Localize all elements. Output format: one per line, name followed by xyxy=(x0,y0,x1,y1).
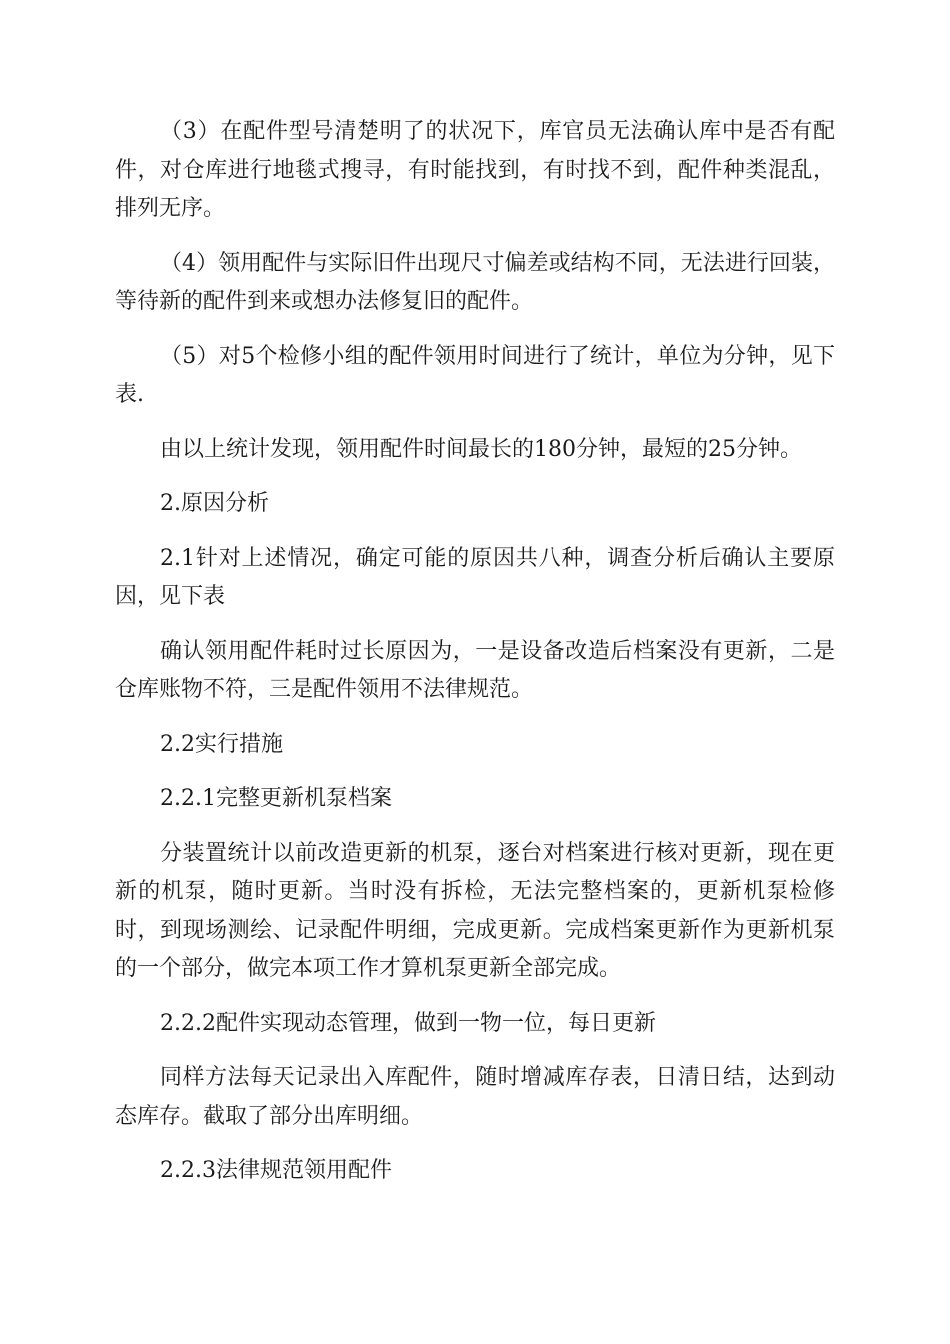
paragraph-statistics-finding: 由以上统计发现，领用配件时间最长的180分钟，最短的25分钟。 xyxy=(160,436,802,462)
subheading-2-2-2: 2.2.2配件实现动态管理，做到一物一位，每日更新 xyxy=(160,1010,656,1036)
document-body xyxy=(115,113,835,1207)
paragraph-dynamic-inventory: 同样方法每天记录出入库配件，随时增减库存表，日清日结，达到动态库存。截取了部分出库明细。 xyxy=(115,1065,835,1129)
paragraph-item-4: （4）领用配件与实际旧件出现尺寸偏差或结构不同，无法进行回装，等待新的配件到来或想办法修复旧的配件。 xyxy=(115,250,835,314)
paragraph-2-1: 2.1针对上述情况，确定可能的原因共八种，调查分析后确认主要原因，见下表 xyxy=(115,545,835,609)
subheading-2-2-1: 2.2.1完整更新机泵档案 xyxy=(160,786,392,811)
paragraph-item-3: （3）在配件型号清楚明了的状况下，库官员无法确认库中是否有配件，对仓库进行地毯式搜寻，有时能找到，有时找不到，配件种类混乱，排列无序。 xyxy=(115,119,835,221)
subheading-2-2-3: 2.2.3法律规范领用配件 xyxy=(160,1158,392,1183)
section-heading-measures: 2.2实行措施 xyxy=(160,731,283,757)
paragraph-pump-archive: 分装置统计以前改造更新的机泵，逐台对档案进行核对更新，现在更新的机泵，随时更新。当时没有拆检，无法完整档案的，更新机泵检修时，到现场测绘、记录配件明细，完成更新。完成档案更新作为更新机泵的一个部分，做完本项工作才算机泵更新全部完成。 xyxy=(115,840,835,981)
paragraph-item-5: （5）对5个检修小组的配件领用时间进行了统计，单位为分钟，见下表. xyxy=(115,343,835,407)
paragraph-confirmed-causes: 确认领用配件耗时过长原因为，一是设备改造后档案没有更新，二是仓库账物不符，三是配件领用不法律规范。 xyxy=(115,638,835,702)
section-heading-cause-analysis: 2.原因分析 xyxy=(160,491,269,516)
